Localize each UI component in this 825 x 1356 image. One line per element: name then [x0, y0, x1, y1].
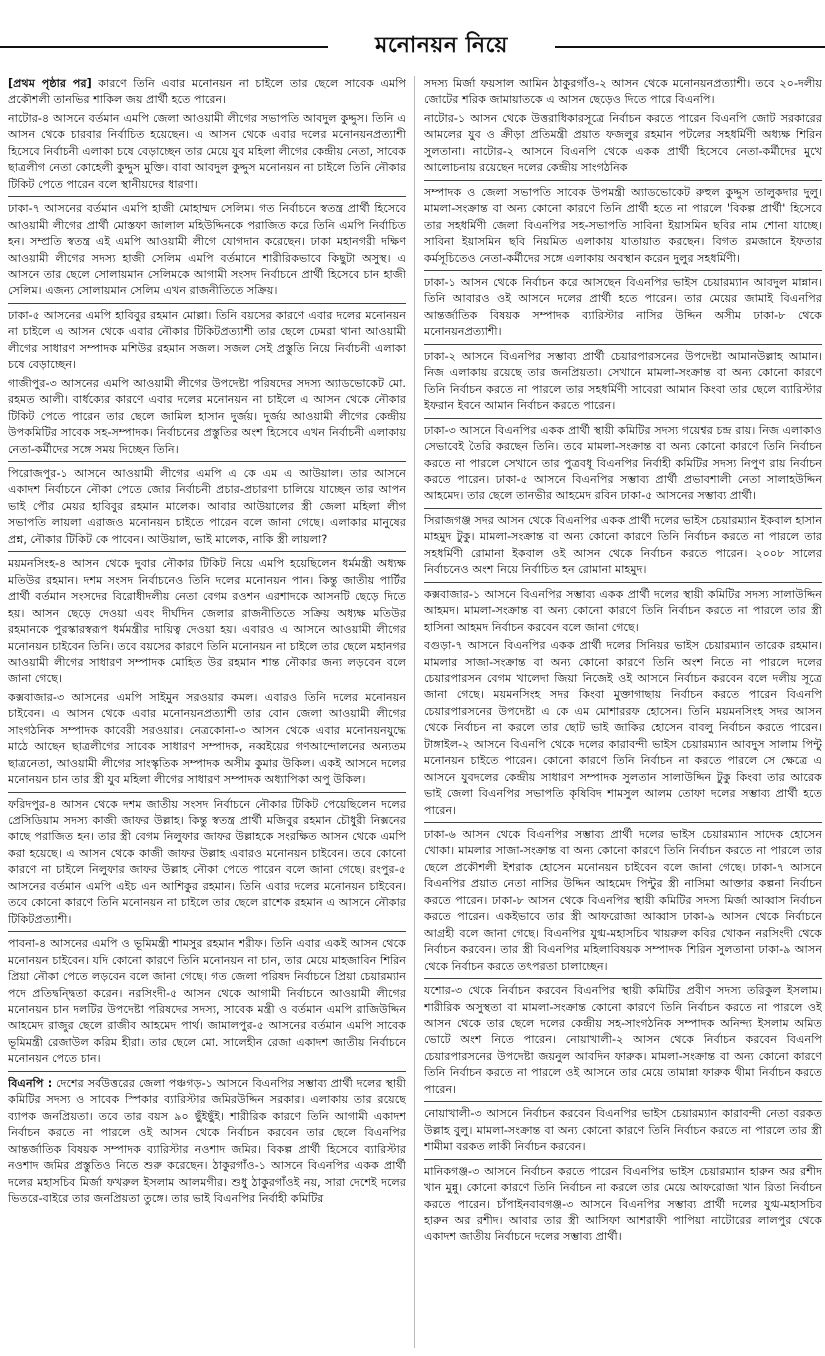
- paragraph-divider: [424, 1159, 822, 1160]
- paragraph-divider: [424, 1101, 822, 1102]
- section-lead: বিএনপি :: [8, 1076, 53, 1090]
- header-rule-right: [555, 46, 825, 48]
- column-divider: [414, 76, 415, 1348]
- article-paragraph: নাটোর-১ আসন থেকে উত্তরাধিকারসূত্রে নির্বাচন করতে পারেন বিএনপি জোট সরকারের আমলের যুব ও ক্রীড়া প্রতিমন্ত্রী প্রয়াত ফজলুর রহমান পটলের সহধর্মিণী অধ্যক্ষ শিরিন সুলতানা। নাটোর-২ আসনে বিএনপি থেকে একক প্রার্থী হিসেবে নেতা-কর্মীদের মুখে আলোচনায় রয়েছেন দলের কেন্দ্রীয় সাংগঠনিক: [424, 111, 822, 175]
- paragraph-divider: [8, 551, 406, 552]
- article-column-left: [8, 76, 406, 1348]
- article-paragraph: যশোর-৩ থেকে নির্বাচন করবেন বিএনপির স্থায়ী কমিটির প্রবীণ সদস্য তরিকুল ইসলাম। শারীরিক অসুস্থতা বা মামলা-সংক্রান্ত কোনো কারণে তিনি নির্বাচন করতে না পারলে ওই আসন থেকে তার ছেলে দলের কেন্দ্রীয় সহ-সাংগঠনিক সম্পাদক অনিন্দ্য ইসলাম অমিত ভোটে অংশ নিতে পারেন। নোয়াখালী-২ আসন থেকে নির্বাচন করবেন বিএনপি চেয়ারপারসনের উপদেষ্টা জয়নুল আবদিন ফারুক। মামলা-সংক্রান্ত বা অন্য কোনো কারণে তিনি নির্বাচন করতে না পারলে ওই আসনে তার মেয়ে তামান্না ফারুক থীমা নির্বাচন করতে পারেন।: [424, 984, 822, 1096]
- paragraph-divider: [8, 931, 406, 932]
- article-paragraph: [8, 76, 406, 109]
- paragraph-divider: [8, 792, 406, 793]
- article-paragraph: সিরাজগঞ্জ সদর আসন থেকে বিএনপির একক প্রার্থী দলের ভাইস চেয়ারম্যান ইকবাল হাসান মাহমুদ টুকু। মামলা-সংক্রান্ত বা অন্য কোনো কারণে তিনি নির্বাচন করতে না পারলে তার সহধর্মিণী রোমানা ইকবাল ওই আসন থেকে নির্বাচন করতে পারেন। ২০০৮ সালের নির্বাচনেও অংশ নিয়ে নির্বাচিত হন রোমানা মাহমুদ।: [424, 513, 822, 577]
- article-paragraph: ঢাকা-১ আসন থেকে নির্বাচন করে আসছেন বিএনপির ভাইস চেয়ারম্যান আবদুল মান্নান। তিনি আবারও ওই আসনে দলের প্রার্থী হতে পারেন। তার মেয়ের জামাই বিএনপির আন্তর্জাতিক বিষয়ক সম্পাদক ব্যারিস্টার নাসির উদ্দিন অসীম ঢাকা-৮ থেকে মনোনয়নপ্রত্যাশী।: [424, 275, 822, 339]
- article-paragraph: বগুড়া-৭ আসনে বিএনপির একক প্রার্থী দলের সিনিয়র ভাইস চেয়ারম্যান তারেক রহমান। মামলার সাজা-সংক্রান্ত বা অন্য কোনো কারণে তিনি অংশ নিতে না পারলে দলের চেয়ারপারসন বেগম খালেদা জিয়া নিজেই ওই আসনে নির্বাচন করবেন বলে দলীয় সূত্রে জানা গেছে। ময়মনসিংহ সদর কিংবা মুক্তাগাছায় নির্বাচন করতে পারেন বিএনপি চেয়ারপারসনের উপদেষ্টা এ কে এম মোশাররফ হোসেন। তিনি ময়মনসিংহ সদর আসন থেকে নির্বাচন না করলে তার ছোট ভাই জাকির হোসেন বাবলু নির্বাচন করতে পারেন। টাঙ্গাইল-২ আসনে বিএনপি থেকে দলের কারাবন্দী ভাইস চেয়ারম্যান আবদুস সালাম পিন্টু মনোনয়ন চাইতে পারেন। কোনো কারণে তিনি নির্বাচন না করতে পারলে সে ক্ষেত্রে এ আসনে যুবদলের কেন্দ্রীয় সাধারণ সম্পাদক সুলতান সালাউদ্দিন টুকু কিংবা তার আরেক ভাই জেলা বিএনপির সভাপতি কৃষিবিদ শামসুল আলম তোফা দলের সম্ভাব্য প্রার্থী হতে পারেন।: [424, 639, 822, 817]
- article-paragraph: মানিকগঞ্জ-৩ আসনে নির্বাচন করতে পারেন বিএনপির ভাইস চেয়ারম্যান হারুন অর রশীদ খান মুন্নু। কোনো কারণে তিনি নির্বাচন না করলে তার মেয়ে আফরোজা খান রিতা নির্বাচন করতে পারেন। চাঁপাইনবাবগঞ্জ-৩ আসনে বিএনপির সম্ভাব্য প্রার্থী দলের যুগ্ম-মহাসচিব হারুন অর রশীদ। আবার তার স্ত্রী আসিফা আশরাফী পাপিয়া নাটোরের লালপুর থেকে একাদশ জাতীয় নির্বাচনে দলের সম্ভাব্য প্রার্থী।: [424, 1164, 822, 1244]
- paragraph-divider: [424, 180, 822, 181]
- article-paragraph: কক্সবাজার-১ আসনে বিএনপির সম্ভাব্য একক প্রার্থী দলের স্থায়ী কমিটির সদস্য সালাউদ্দিন আহমদ। মামলা-সংক্রান্ত বা অন্য কোনো কারণে তিনি নির্বাচন করতে না পারলে তার স্ত্রী হাসিনা আহমদ নির্বাচন করবেন বলে জানা গেছে।: [424, 587, 822, 634]
- article-paragraph: ঢাকা-৫ আসনের এমপি হাবিবুর রহমান মোল্লা। তিনি বয়সের কারণে এবার দলের মনোনয়ন না চাইলে এ আসন থেকে এবার নৌকার টিকিটপ্রত্যাশী তার ছেলে ঢেমরা থানা আওয়ামী লীগের সাধারণ সম্পাদক মশিউর রহমান সজল। সজল সেই প্রস্তুতি নিয়ে নির্বাচনী এলাকা চষে বেড়াচ্ছেন।: [8, 308, 406, 372]
- article-paragraph: গাজীপুর-৩ আসনের এমপি আওয়ামী লীগের উপদেষ্টা পরিষদের সদস্য অ্যাডভোকেট মো. রহমত আলী। বার্ধক্যের কারণে এবার দলের মনোনয়ন না চাইলে এ আসন থেকে নৌকার টিকিট পেতে পারেন তার ছেলে জামিল হাসান দুর্জয়। দুর্জয় আওয়ামী লীগের কেন্দ্রীয় উপকমিটির সাবেক সহ-সম্পাদক। নির্বাচনের প্রস্তুতির অংশ হিসেবে এখন নির্বাচনী এলাকায় নেতা-কর্মীদের সঙ্গে সময় দিচ্ছেন তিনি।: [8, 376, 406, 456]
- article-paragraph: ঢাকা-৩ আসনে বিএনপির একক প্রার্থী স্থায়ী কমিটির সদস্য গয়েশ্বর চন্দ্র রায়। নিজ এলাকাও সেভাবেই তৈরি করছেন তিনি। তবে মামলা-সংক্রান্ত বা অন্য কোনো কারণে তিনি নির্বাচন করতে না পারলে সেখানে তার পুত্রবধূ বিএনপির নির্বাহী কমিটির সদস্য নিপুণ রায় নির্বাচন করতে পারেন। ঢাকা-৫ আসনে বিএনপির সম্ভাব্য প্রার্থী প্রভাবশালী নেতা সালাহউদ্দিন আহমেদ। তার ছেলে তানভীর আহমেদ রবিন ঢাকা-৫ আসনের সম্ভাব্য প্রার্থী।: [424, 423, 822, 503]
- paragraph-divider: [424, 344, 822, 345]
- paragraph-divider: [8, 461, 406, 462]
- article-paragraph: ফরিদপুর-৪ আসন থেকে দশম জাতীয় সংসদ নির্বাচনে নৌকার টিকিট পেয়েছিলেন দলের প্রেসিডিয়াম সদস্য কাজী জাফর উল্লাহ। কিন্তু স্বতন্ত্র প্রার্থী মজিবুর রহমান চৌধুরী নিক্সনের কাছে পরাজিত হন। তার স্ত্রী বেগম নিলুফার জাফর উল্লাহকে সংরক্ষিত আসন থেকে এমপি করা হয়েছে। এ আসন থেকে কাজী জাফর উল্লাহ এবারও মনোনয়ন চাইবেন। তবে কোনো কারণে না চাইলে নিলুফার জাফর উল্লাহ নৌকা পেতে পারেন বলে জানা গেছে। রংপুর-৫ আসনের বর্তমান এমপি এইচ এন আশিকুর রহমান। তিনি এবার দলের মনোনয়ন চাইবেন। তবে কোনো কারণে তিনি মনোনয়ন না চাইলে তার ছেলে রাশেক রহমান এ আসনে নৌকার টিকিটপ্রত্যাশী।: [8, 797, 406, 926]
- article-paragraph: নাটোর-৪ আসনে বর্তমান এমপি জেলা আওয়ামী লীগের সভাপতি আবদুল কুদ্দুস। তিনি এ আসন থেকে চারবার নির্বাচিত হয়েছেন। এ আসন থেকে এবার দলের মনোনয়নপ্রত্যাশী হিসেবে নির্বাচনী এলাকা চষে বেড়াচ্ছেন তার মেয়ে যুব মহিলা লীগের কেন্দ্রীয় নেতা, সাবেক ছাত্রলীগ নেতা কোহেলী কুদ্দুস মুক্তি। বাবা আবদুল কুদ্দুস মনোনয়ন না চাইলে তিনি নৌকার টিকিট পেতে পারেন বলে স্থানীয়দের ধারণা।: [8, 111, 406, 191]
- article-paragraph: সম্পাদক ও জেলা সভাপতি সাবেক উপমন্ত্রী অ্যাডভোকেট রুহুল কুদ্দুস তালুকদার দুলু। মামলা-সংক্রান্ত বা অন্য কোনো কারণে তিনি প্রার্থী হতে না পারলে 'বিকল্প প্রার্থী' হিসেবে তার সহধর্মিণী জেলা বিএনপির সহ-সভাপতি সাবিনা ইয়াসমিন ছবির নাম শোনা যাচ্ছে। সাবিনা ইয়াসমিন ছবি নিয়মিত এলাকায় যাতায়াত করছেন। বিগত রমজানে ইফতার কর্মসূচিতেও নেতা-কর্মীদের সঙ্গে এলাকায় অবস্থান করেন দুলুর সহধর্মিণী।: [424, 185, 822, 265]
- article-paragraph: কক্সবাজার-৩ আসনের এমপি সাইমুন সরওয়ার কমল। এবারও তিনি দলের মনোনয়ন চাইবেন। এ আসন থেকে এবার মনোনয়নপ্রত্যাশী তার বোন জেলা আওয়ামী লীগের সাংগঠনিক সম্পাদক কাবেরী সরওয়ার। নেত্রকোনা-৩ আসন থেকে এবার মনোনয়নযুদ্ধে মাঠে আছেন ছাত্রলীগের সাবেক সাধারণ সম্পাদক, নব্বইয়ের গণআন্দোলনের অন্যতম ছাত্রনেতা, আওয়ামী লীগের সাংস্কৃতিক সম্পাদক অসীম কুমার উকিল। একই আসনে দলের মনোনয়ন চান তার স্ত্রী যুব মহিলা লীগের সাধারণ সম্পাদক অধ্যাপিকা অপু উকিল।: [8, 690, 406, 787]
- paragraph-divider: [8, 1071, 406, 1072]
- paragraph-divider: [424, 582, 822, 583]
- article-paragraph: ঢাকা-৭ আসনের বর্তমান এমপি হাজী মোহাম্মদ সেলিম। গত নির্বাচনে স্বতন্ত্র প্রার্থী হিসেবে আওয়ামী লীগের প্রার্থী মোস্তফা জালাল মহিউদ্দিনকে পরাজিত করে তিনি এমপি নির্বাচিত হন। সম্প্রতি স্বতন্ত্র এই এমপি আওয়ামী লীগে যোগদান করেছেন। ঢাকা মহানগরী দক্ষিণ আওয়ামী লীগের সদস্য হাজী সেলিম এমপি বর্তমানে শারীরিকভাবে কিছুটা অসুস্থ। এ আসনে তার ছেলে সোলায়মান সেলিমকে আগামী সংসদ নির্বাচনে প্রার্থী হিসেবে চান হাজী সেলিম। এজন্য সোলায়মান সেলিম এখন রাজনীতিতে সক্রিয়।: [8, 202, 406, 298]
- paragraph-divider: [424, 978, 822, 979]
- paragraph-divider: [8, 196, 406, 197]
- page-header: [0, 22, 825, 70]
- header-rule-left: [0, 46, 328, 48]
- article-paragraph: ঢাকা-২ আসনে বিএনপির সম্ভাব্য প্রার্থী চেয়ারপারসনের উপদেষ্টা আমানউল্লাহ আমান। নিজ এলাকায় রয়েছে তার জনপ্রিয়তা। সেখানে মামলা-সংক্রান্ত বা অন্য কোনো কারণে তিনি নির্বাচন করতে না পারলে তার সহধর্মিণী সাবেরা আমান কিংবা তার ছেলে ব্যারিস্টার ইফরান ইবনে আমান নির্বাচন করতে পারেন।: [424, 349, 822, 413]
- article-paragraph: নোয়াখালী-৩ আসনে নির্বাচন করবেন বিএনপির ভাইস চেয়ারম্যান কারাবন্দী নেতা বরকত উল্লাহ বুলু। মামলা-সংক্রান্ত বা অন্য কোনো কারণে তিনি নির্বাচন করতে না পারলে তার স্ত্রী শামীমা বরকত লাকী নির্বাচন করবেন।: [424, 1107, 822, 1154]
- page-title: মনোনয়ন নিয়ে: [375, 33, 508, 58]
- article-paragraph: সদস্য মির্জা ফয়সাল আমিন ঠাকুরগাঁও-২ আসন থেকে মনোনয়নপ্রত্যাশী। তবে ২০-দলীয় জোটের শরিক জামায়াতকে এ আসন ছেড়েও দিতে পারে বিএনপি।: [424, 77, 822, 107]
- continued-marker: [প্রথম পৃষ্ঠার পর]: [8, 77, 92, 90]
- paragraph-text: কারণে তিনি এবার মনোনয়ন না চাইলে তার ছেলে সাবেক এমপি প্রকৌশলী তানভির শাকিল জয় প্রার্থী হতে পারেন।: [8, 77, 406, 107]
- paragraph-divider: [424, 822, 822, 823]
- paragraph-text: দেশের সর্বউত্তরের জেলা পঞ্চগড়-১ আসনে বিএনপির সম্ভাব্য প্রার্থী দলের স্থায়ী কমিটির সদস্য ও সাবেক স্পিকার ব্যারিস্টার জমিরউদ্দিন সরকার। এলাকায় তার রয়েছে ব্যাপক জনপ্রিয়তা। তবে তার বয়স ৯০ ছুঁইছুঁই। শারীরিক কারণে তিনি আগামী একাদশ নির্বাচন করতে না পারলে ওই আসন থেকে নির্বাচন করবেন তার ছেলে বিএনপির আন্তর্জাতিক বিষয়ক সম্পাদক ব্যারিস্টার নওশাদ জমির। বিকল্প প্রার্থী হিসেবে ব্যারিস্টার নওশাদ জমির প্রস্তুতিও নিতে শুরু করেছেন। ঠাকুরগাঁও-১ আসনে বিএনপির একক প্রার্থী দলের মহাসচিব মির্জা ফখরুল ইসলাম আলমগীর। শুধু ঠাকুরগাঁওই নয়, সারা দেশেই দলের ভিতরে-বাইরে তার জনপ্রিয়তা তুঙ্গে। তার ভাই বিএনপির নির্বাহী কমিটির: [8, 1076, 406, 1205]
- article-paragraph: ময়মনসিংহ-৪ আসন থেকে দুবার নৌকার টিকিট নিয়ে এমপি হয়েছিলেন ধর্মমন্ত্রী অধ্যক্ষ মতিউর রহমান। দশম সংসদ নির্বাচনেও তিনি দলের মনোনয়ন পান। কিন্তু জাতীয় পার্টির প্রার্থী বর্তমান সংসদের বিরোধীদলীয় নেতা বেগম রওশন এরশাদকে আসনটি ছেড়ে দিতে হয়। আসন ছেড়ে দেওয়া এবং দীর্ঘদিন জেলার রাজনীতিতে সক্রিয় অধ্যক্ষ মতিউর রহমানকে পুরস্কারস্বরূপ ধর্মমন্ত্রীর দায়িত্ব দেওয়া হয়। এবারও এ আসনে আওয়ামী লীগের মনোনয়ন চাইবেন তিনি। তবে বয়সের কারণে তিনি মনোনয়ন না চাইলে তার ছেলে মহানগর আওয়ামী লীগের সাধারণ সম্পাদক মোহিত উর রহমান শান্ত নৌকার জন্য লড়বেন বলে জানা গেছে।: [8, 557, 406, 686]
- paragraph-divider: [424, 418, 822, 419]
- article-column-right: [424, 76, 822, 1348]
- paragraph-divider: [424, 508, 822, 509]
- article-paragraph: পাবনা-৪ আসনের এমপি ও ভূমিমন্ত্রী শামসুর রহমান শরীফ। তিনি এবার একই আসন থেকে মনোনয়ন চাইবেন। যদি কোনো কারণে তিনি মনোনয়ন না চান, তার মেয়ে মাহজাবিন শিরিন প্রিয়া নৌকা পেতে লড়বেন বলে জানা গেছে। গত জেলা পরিষদ নির্বাচনে প্রিয়া চেয়ারম্যান পদে প্রতিদ্বন্দ্বিতা করেন। নরসিংদী-৫ আসন থেকে আগামী নির্বাচনে আওয়ামী লীগের মনোনয়ন চান দলটির উপদেষ্টা পরিষদের সদস্য, সাবেক মন্ত্রী ও বর্তমান এমপি রাজিউদ্দিন আহমেদ রাজুর ছেলে রাজীব আহমেদ পার্থ। জামালপুর-৫ আসনের বর্তমান এমপি সাবেক ভূমিমন্ত্রী রেজাউল করিম হীরা। তার ছেলে মো. সালেহীন রেজা একাদশ জাতীয় নির্বাচনে মনোনয়ন পেতে চান।: [8, 937, 406, 1066]
- paragraph-divider: [424, 270, 822, 271]
- paragraph-divider: [8, 303, 406, 304]
- article-paragraph: পিরোজপুর-১ আসনে আওয়ামী লীগের এমপি এ কে এম এ আউয়াল। তার আসনে একাদশ নির্বাচনে নৌকা পেতে জোর নির্বাচনী প্রচার-প্রচারণা চালিয়ে যাচ্ছেন তার আপন ভাই পৌর মেয়র হাবিবুর রহমান মালেক। আবার আউয়ালের স্ত্রী জেলা মহিলা লীগ সভাপতি লায়লা এরাজও মনোনয়ন চাইতে পারেন বলে জানা গেছে। এলাকার মানুষের প্রশ্ন, নৌকার টিকিট কে পাবেন। আউয়াল, ভাই মালেক, নাকি স্ত্রী লায়লা?: [8, 466, 406, 546]
- article-paragraph: [8, 1076, 406, 1208]
- article-paragraph: ঢাকা-৬ আসন থেকে বিএনপির সম্ভাব্য প্রার্থী দলের ভাইস চেয়ারম্যান সাদেক হোসেন খোকা। মামলার সাজা-সংক্রান্ত বা অন্য কোনো কারণে তিনি নির্বাচন করতে না পারলে তার ছেলে প্রকৌশলী ইশরাক হোসেন মনোনয়ন চাইবেন বলে জানা গেছে। ঢাকা-৭ আসনে বিএনপির প্রয়াত নেতা নাসির উদ্দিন আহমেদ পিন্টুর স্ত্রী নাসিমা আক্তার কল্পনা নির্বাচন করতে পারেন। ঢাকা-৮ আসন থেকে বিএনপির স্থায়ী কমিটির সদস্য মির্জা আব্বাস নির্বাচন করতে পারেন। একইভাবে তার স্ত্রী আফরোজা আব্বাস ঢাকা-৯ আসন থেকে নির্বাচনে আগ্রহী বলে জানা গেছে। বিএনপির যুগ্ম-মহাসচিব খায়রুল কবির খোকন নরসিংদী থেকে নির্বাচন করবেন। তার স্ত্রী বিএনপির মহিলাবিষয়ক সম্পাদক শিরিন সুলতানা ঢাকা-৯ আসন থেকে নির্বাচন করতে তৎপরতা চালাচ্ছেন।: [424, 828, 822, 973]
